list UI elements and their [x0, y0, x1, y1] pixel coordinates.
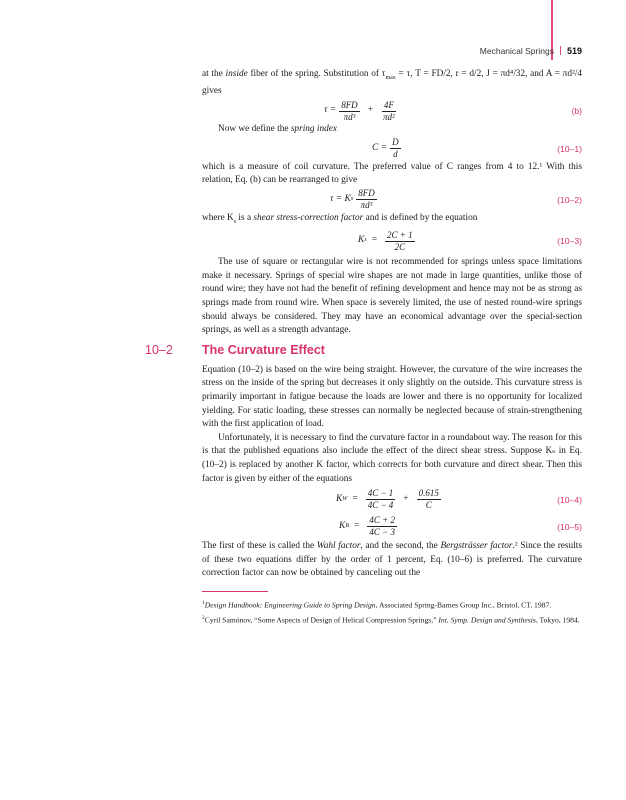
equation-10-2: τ = K s $\frac{8FD}{\text{πd³}}$ (10–2) — [330, 188, 582, 211]
paragraph-substitution: at the inside fiber of the spring. Substitution of $\tau_{max} = \tau$, T = FD/2, r = d/2, J = πd⁴/32, and A = πd²/4 gives — [202, 69, 582, 97]
paragraph-coil-curvature: which is a measure of coil curvature. The preferred value of C ranges from 4 to 12.¹ With this relation, Eq. (b) can be rearranged to give — [202, 161, 582, 186]
eq-b-fraction-1: $\frac{8FD}{\text{πd³}}$ — [341, 99, 358, 122]
eq-10-2-label: (10–2) — [557, 194, 582, 205]
page-number: 519 — [566, 46, 582, 56]
equation-10-3: K s = $\frac{2C + 1}{2C}$ (10–3) — [358, 229, 582, 252]
eq-10-4-label: (10–4) — [557, 495, 582, 506]
eq-10-5-label: (10–5) — [557, 522, 582, 533]
section-number: 10–2 — [145, 342, 173, 357]
page-body — [145, 68, 582, 628]
equation-10-1: C = $\frac{D}{d}$ (10–1) — [372, 137, 582, 160]
eq-b-lhs: τ = — [324, 105, 337, 116]
eq-b-fraction-2: $\frac{4F}{\text{πd²}}$ — [383, 99, 395, 122]
paragraph-correction-factor: where $K_s$ is a shear stress-correction factor and is defined by the equation — [202, 212, 478, 225]
paragraph-wire-shapes: The use of square or rectangular wire is not recommended for springs unless space limitations make it necessary. Springs of special wire shapes are not made in large quantities, unlike those of round wire; they have not had the benefit of refining development and hence may not be as strong as springs made from round wire. When space is severely limited, the use of nested round-wire springs should always be considered. They may have an economical advantage over the special-section springs, as well as a strength advantage. — [202, 257, 582, 336]
paragraph-spring-index: Now we define the spring index — [218, 124, 338, 135]
footnote-rule — [202, 591, 268, 592]
paragraph-roundabout: Unfortunately, it is necessary to find the curvature factor in a roundabout way. The reason for this is that the published equations also include the effect of the direct shear stress. Suppose Kₛ in Eq. (10–2) is replaced by another K factor, which corrects for both curvature and direct shear. Then this factor is given by either of the equations — [202, 432, 582, 484]
footnote-1: $^1$Design Handbook: Engineering Guide to Spring Design, Associated Spring-Barnes Group Inc., Bristol, CT, 1987. — [202, 599, 552, 610]
section-title: The Curvature Effect — [202, 342, 325, 357]
equation-b: τ = $\frac{8FD}{\text{πd³}}$ + $\frac{4F}{\text{πd²}}$ (b) — [324, 99, 582, 122]
equation-10-5: K B = $\frac{4C + 2}{4C - 3}$ (10–5) — [339, 515, 582, 538]
paragraph-curvature: Equation (10–2) is based on the wire being straight. However, the curvature of the wire increases the stress on the inside of the spring but decreases it only slightly on the outside. This curvature stress is primarily important in fatigue because the loads are lower and there is no opportunity for localized yielding. For static loading, these stresses can normally be neglected because of strain-strengthening with the first application of load. — [202, 364, 582, 430]
running-head — [480, 46, 582, 56]
section-heading — [145, 342, 582, 364]
paragraph-wahl-factor: The first of these is called the Wahl factor, and the second, the Bergsträsser factor.² Since the results of these two equations differ by the order of 1 percent, Eq. (10–6) is preferred. The curvature correction factor can now be obtained by canceling out the — [202, 541, 582, 579]
eq-10-1-label: (10–1) — [557, 143, 582, 154]
eq-b-label: (b) — [571, 106, 582, 117]
header-separator — [560, 46, 561, 55]
eq-10-3-label: (10–3) — [557, 236, 582, 247]
footnote-2: $^2$Cyril Samónov, “Some Aspects of Design of Helical Compression Springs,” Int. Symp. Design and Synthesis, Tokyo, 1984. — [202, 614, 580, 625]
running-title: Mechanical Springs — [479, 46, 554, 56]
equation-10-4: K W = $\frac{4C - 1}{4C - 4}$ + $\frac{0.615}{C}$ (10–4) — [336, 488, 582, 511]
